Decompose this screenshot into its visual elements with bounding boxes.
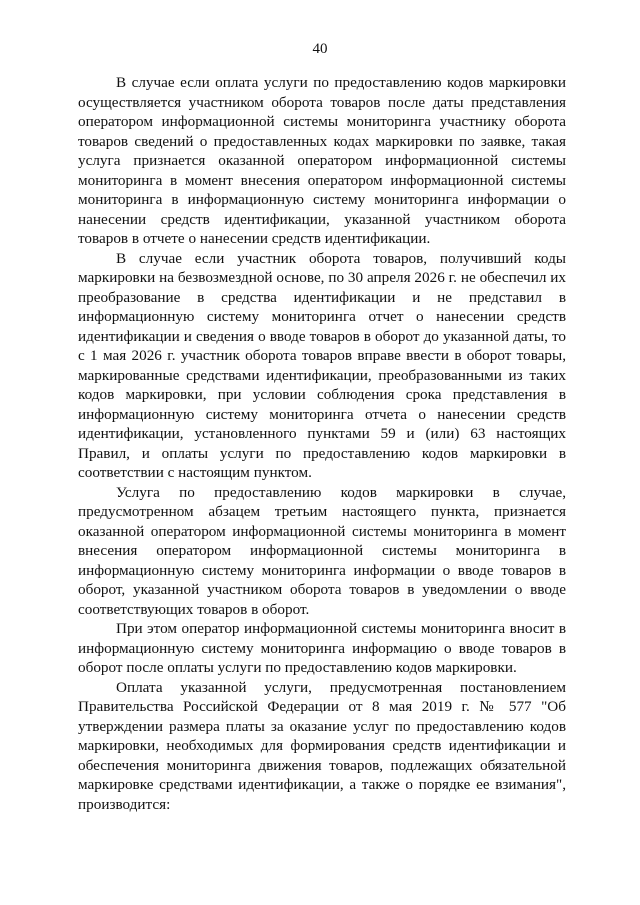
paragraph-operator-entry: При этом оператор информационной системы мониторинга вносит в информационную систему мониторинга информацию о вводе товаров в оборот после оплаты услуги по предоставлению кодов маркировки. (78, 620, 566, 676)
paragraph-payment-procedure: Оплата указанной услуги, предусмотренная постановлением Правительства Российской Федерации от 8 мая 2019 г. № 577 "Об утверждении размера платы за оказание услуг по предоставлению кодов маркировки, необходимых для формирования средств идентификации и обеспечения мониторинга движения товаров, подлежащих обязательной маркировке средствами идентификации, а также о порядке ее взимания", производится: (78, 678, 566, 813)
paragraph-service-recognition: Услуга по предоставлению кодов маркировки в случае, предусмотренном абзацем третьим настоящего пункта, признается оказанной оператором информационной системы мониторинга в момент внесения оператором информационной системы мониторинга в информационную систему мониторинга информации о вводе товаров в оборот, указанной участником оборота товаров в уведомлении о вводе соответствующих товаров в оборот. (78, 483, 566, 618)
document-body (78, 73, 566, 814)
paragraph-payment-after-date: В случае если оплата услуги по предоставлению кодов маркировки осуществляется участником оборота товаров после даты представления оператором информационной системы мониторинга участнику оборота товаров сведений о предоставленных кодах маркировки по заявке, такая услуга признается оказанной оператором информационной системы мониторинга в момент внесения оператором информационной системы мониторинга в информационную систему мониторинга информации о нанесении средств идентификации, указанной участником оборота товаров в отчете о нанесении средств идентификации. (78, 74, 566, 247)
page-number: 40 (312, 41, 328, 57)
paragraph-free-codes-deadline: В случае если участник оборота товаров, получивший коды маркировки на безвозмездной основе, по 30 апреля 2026 г. не обеспечил их преобразование в средства идентификации и не представил в информационную систему мониторинга отчет о нанесении средств идентификации и сведения о вводе товаров в оборот до указанной даты, то с 1 мая 2026 г. участник оборота товаров вправе ввести в оборот товары, маркированные средствами идентификации, преобразованными из таких кодов маркировки, при условии соблюдения срока представления в информационную систему мониторинга отчета о нанесении средств идентификации, установленного пунктами 59 и (или) 63 настоящих Правил, и оплаты услуги по предоставлению кодов маркировки в соответствии с настоящим пунктом. (78, 249, 566, 481)
